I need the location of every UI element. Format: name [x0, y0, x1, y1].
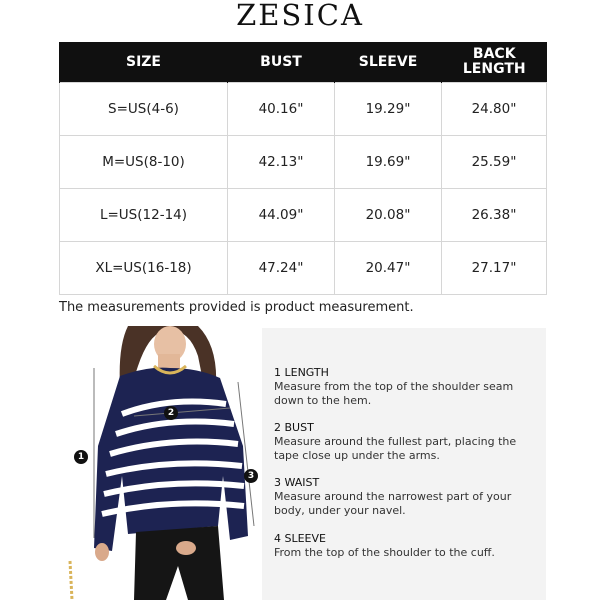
marker-1-badge: 1 [74, 450, 88, 464]
cell-bust: 40.16" [228, 83, 335, 136]
instruction-bust [274, 421, 542, 463]
instruction-title: 3 WAIST [274, 476, 320, 489]
cell-bust: 42.13" [228, 136, 335, 189]
instruction-waist [274, 476, 542, 518]
header-sleeve: SLEEVE [335, 42, 442, 83]
measurement-instructions-panel [262, 328, 546, 600]
cell-bust: 44.09" [228, 189, 335, 242]
table-row [60, 242, 547, 295]
model-illustration [58, 326, 264, 600]
cell-bust: 47.24" [228, 242, 335, 295]
header-size: SIZE [60, 42, 228, 83]
cell-sleeve: 19.29" [335, 83, 442, 136]
header-bust: BUST [228, 42, 335, 83]
table-header-row [60, 42, 547, 83]
instruction-desc: Measure around the fullest part, placing the tape close up under the arms. [274, 435, 517, 462]
cell-back-length: 26.38" [442, 189, 547, 242]
instruction-title: 1 LENGTH [274, 366, 329, 379]
brand-logo: ZESICA [236, 0, 364, 32]
instruction-length [274, 366, 542, 408]
cell-back-length: 24.80" [442, 83, 547, 136]
cell-back-length: 25.59" [442, 136, 547, 189]
cell-sleeve: 19.69" [335, 136, 442, 189]
cell-size: L=US(12-14) [60, 189, 228, 242]
cell-size: XL=US(16-18) [60, 242, 228, 295]
cell-size: S=US(4-6) [60, 83, 228, 136]
instruction-title: 4 SLEEVE [274, 532, 326, 545]
cell-size: M=US(8-10) [60, 136, 228, 189]
marker-3-badge: 3 [244, 469, 258, 483]
table-row [60, 136, 547, 189]
instruction-sleeve [274, 532, 542, 560]
cell-back-length: 27.17" [442, 242, 547, 295]
instruction-desc: Measure from the top of the shoulder seam down to the hem. [274, 380, 514, 407]
size-chart-table [59, 42, 547, 295]
instruction-title: 2 BUST [274, 421, 314, 434]
model-photo [58, 326, 264, 600]
table-row [60, 83, 547, 136]
instruction-desc: Measure around the narrowest part of your body, under your navel. [274, 490, 512, 517]
cell-sleeve: 20.08" [335, 189, 442, 242]
marker-2-badge: 2 [164, 406, 178, 420]
cell-sleeve: 20.47" [335, 242, 442, 295]
table-row [60, 189, 547, 242]
instruction-desc: From the top of the shoulder to the cuff. [274, 546, 495, 559]
measurement-note: The measurements provided is product measurement. [59, 300, 414, 315]
header-back-length: BACK LENGTH [442, 42, 547, 83]
